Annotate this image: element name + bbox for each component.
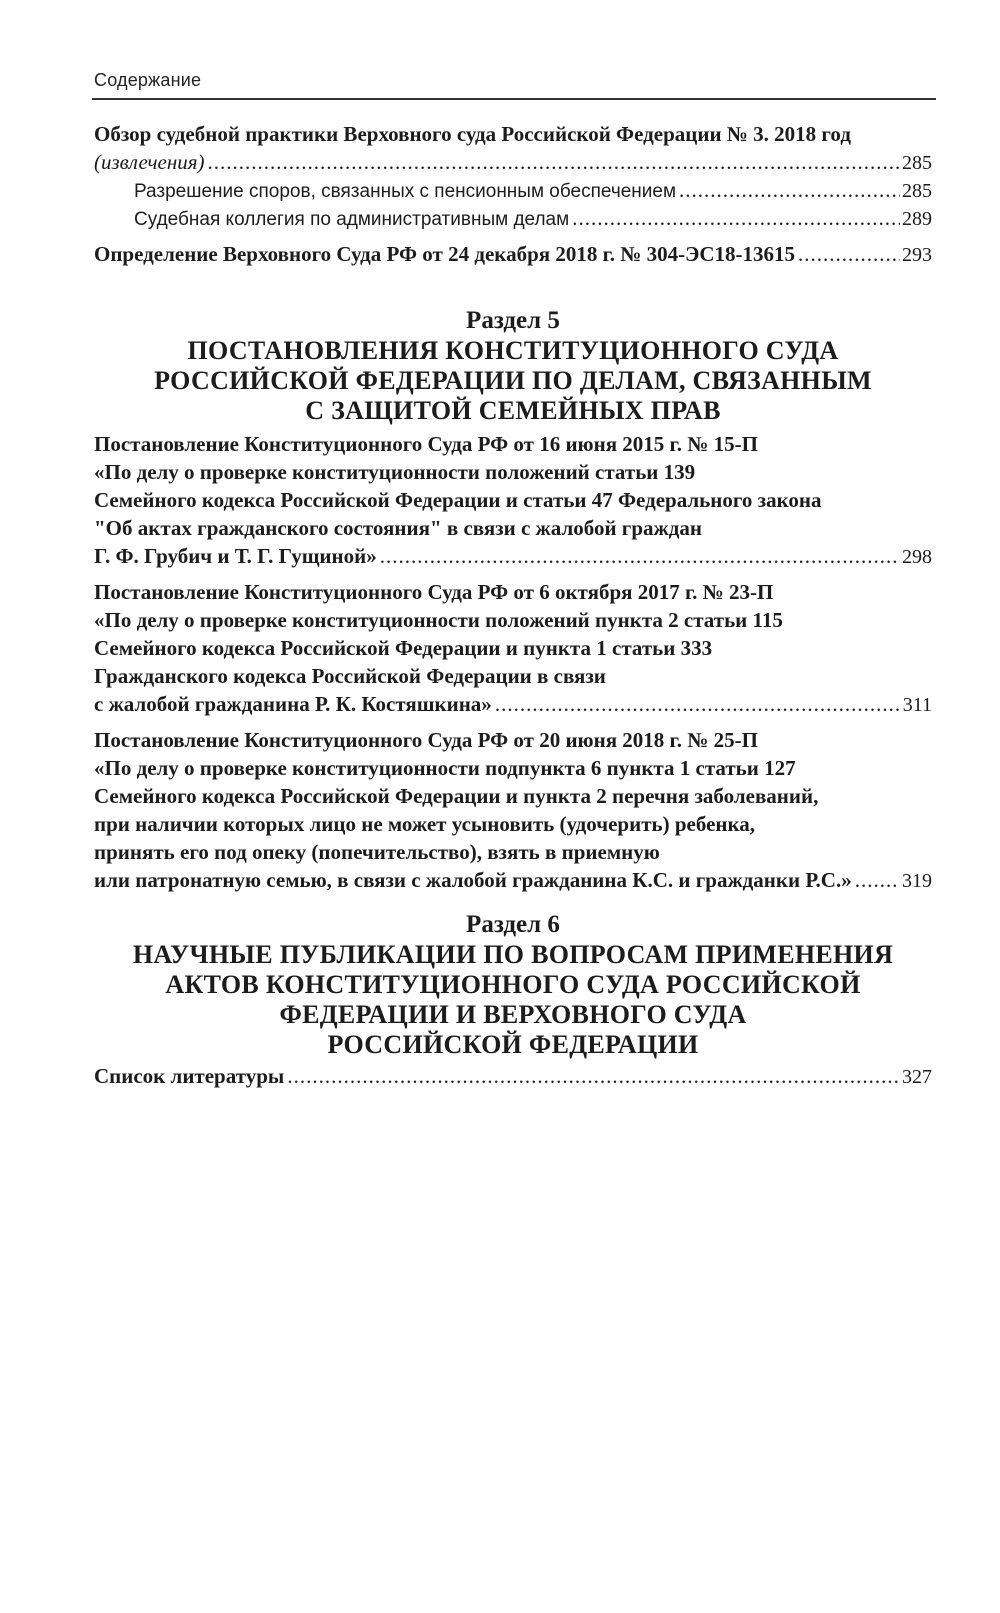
entry-line: Семейного кодекса Российской Федерации и статьи 47 Федерального закона (94, 488, 822, 512)
entry-line: «По делу о проверке конституционности положений статьи 139 (94, 460, 696, 484)
toc-entry-review-title: Обзор судебной практики Верховного суда Российской Федерации № 3. 2018 год (94, 122, 851, 146)
entry-line: Гражданского кодекса Российской Федерации в связи (94, 664, 606, 688)
page-number: 327 (902, 1066, 932, 1088)
toc-top (94, 120, 932, 268)
page-number: 311 (902, 694, 932, 716)
toc-entry-25p[interactable] (94, 726, 932, 894)
running-head: Содержание (94, 70, 202, 90)
entry-line: с жалобой гражданина Р. К. Костяшкина» (94, 692, 492, 716)
section-title-line: ФЕДЕРАЦИИ И ВЕРХОВНОГО СУДА (279, 1000, 747, 1029)
section-title-line: С ЗАЩИТОЙ СЕМЕЙНЫХ ПРАВ (305, 396, 721, 425)
entry-line: или патронатную семью, в связи с жалобой гражданина К.С. и гражданки Р.С.» (94, 868, 852, 892)
entry-line: Постановление Конституционного Суда РФ от 6 октября 2017 г. № 23-П (94, 580, 774, 604)
page-number: 285 (902, 180, 932, 202)
toc-entry-review-line2[interactable] (94, 148, 932, 176)
toc-entry-sub2[interactable] (94, 204, 932, 232)
dot-leader (855, 866, 900, 894)
toc-entry-label: Список литературы (94, 1064, 285, 1088)
section-label: Раздел 6 (466, 911, 560, 938)
toc-entry-15p[interactable] (94, 430, 932, 570)
page-number: 319 (902, 870, 932, 892)
entry-line: Постановление Конституционного Суда РФ от 20 июня 2018 г. № 25-П (94, 728, 758, 752)
entry-line: при наличии которых лицо не может усыновить (удочерить) ребенка, (94, 812, 756, 836)
entry-line: «По делу о проверке конституционности положений пункта 2 статьи 115 (94, 608, 783, 632)
section-5-entries (94, 430, 932, 894)
toc-entry-ruling[interactable] (94, 240, 932, 268)
dot-leader (495, 690, 901, 718)
toc-entry-review-subtitle: (извлечения) (94, 150, 205, 174)
entry-line: «По делу о проверке конституционности подпункта 6 пункта 1 статьи 127 (94, 756, 796, 780)
entry-line: Семейного кодекса Российской Федерации и пункта 1 статьи 333 (94, 636, 713, 660)
section-title-line: ПОСТАНОВЛЕНИЯ КОНСТИТУЦИОННОГО СУДА (187, 336, 839, 365)
section-6-heading (94, 910, 932, 1060)
page-number: 289 (902, 208, 932, 230)
dot-leader (679, 176, 900, 204)
entry-line: Семейного кодекса Российской Федерации и пункта 2 перечня заболеваний, (94, 784, 819, 808)
entry-line: принять его под опеку (попечительство), взять в приемную (94, 840, 660, 864)
toc-entry-bibliography[interactable] (94, 1062, 932, 1090)
toc-entry-sub1[interactable] (94, 176, 932, 204)
dot-leader (208, 148, 900, 176)
header-rule (92, 98, 936, 100)
section-5-heading (94, 306, 932, 426)
section-label: Раздел 5 (466, 307, 560, 334)
toc-entry-label: Разрешение споров, связанных с пенсионным обеспечением (134, 181, 677, 202)
entry-line: Постановление Конституционного Суда РФ от 16 июня 2015 г. № 15-П (94, 432, 758, 456)
dot-leader (380, 542, 900, 570)
dot-leader (572, 204, 900, 232)
toc-entry-23p[interactable] (94, 578, 932, 718)
dot-leader (287, 1062, 900, 1090)
section-title-line: РОССИЙСКОЙ ФЕДЕРАЦИИ (327, 1030, 699, 1059)
toc-entry-label: Судебная коллегия по административным делам (134, 209, 570, 230)
page-number: 293 (902, 244, 932, 266)
entry-line: "Об актах гражданского состояния" в связи с жалобой граждан (94, 516, 702, 540)
section-title-line: НАУЧНЫЕ ПУБЛИКАЦИИ ПО ВОПРОСАМ ПРИМЕНЕНИЯ (132, 940, 894, 969)
page-number: 285 (902, 152, 932, 174)
section-6-entries (94, 1062, 932, 1090)
dot-leader (798, 240, 900, 268)
toc-entry-review-line1[interactable] (94, 120, 932, 148)
page-number: 298 (902, 546, 932, 568)
section-title-line: АКТОВ КОНСТИТУЦИОННОГО СУДА РОССИЙСКОЙ (165, 970, 861, 999)
toc-entry-label: Определение Верховного Суда РФ от 24 декабря 2018 г. № 304-ЭС18-13615 (94, 242, 796, 266)
entry-line: Г. Ф. Грубич и Т. Г. Гущиной» (94, 544, 377, 568)
section-title-line: РОССИЙСКОЙ ФЕДЕРАЦИИ ПО ДЕЛАМ, СВЯЗАННЫМ (154, 366, 872, 395)
